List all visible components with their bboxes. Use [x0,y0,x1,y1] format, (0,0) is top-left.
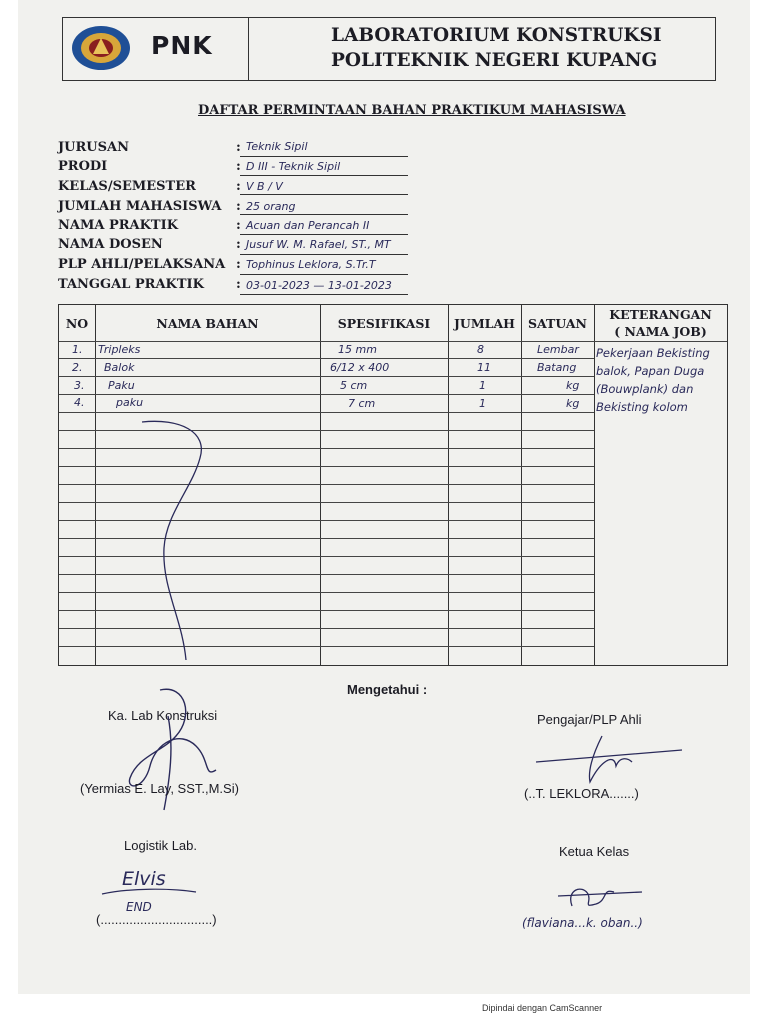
info-label-dosen: NAMA DOSEN [58,237,163,252]
col-header-keterangan: KETERANGAN [609,307,712,322]
row-satuan: Batang [537,361,577,374]
row-satuan: kg [566,379,580,392]
document-title: DAFTAR PERMINTAAN BAHAN PRAKTIKUM MAHASISWA [198,103,626,118]
info-label-kelas: KELAS/SEMESTER [58,179,196,194]
info-label-jurusan: JURUSAN [58,140,129,155]
lab-name: LABORATORIUM KONSTRUKSI [331,25,662,46]
logistik-name-line: (...............................) [96,912,217,927]
logistik-initials: END [126,900,152,914]
ketua-kelas-signature-icon [552,880,652,912]
logistik-signature: Elvis [122,868,166,890]
info-label-jumlah: JUMLAH MAHASISWA [58,199,222,214]
row-jumlah: 1 [479,397,486,410]
col-header-jumlah: JUMLAH [454,316,515,331]
col-header-spesifikasi: SPESIFIKASI [337,316,431,331]
row-spesifikasi: 6/12 x 400 [330,361,390,374]
letterhead [62,17,716,81]
info-value-tanggal: 03-01-2023 — 13-01-2023 [246,279,392,292]
info-label-tanggal: TANGGAL PRAKTIK [58,277,204,292]
scanner-footer: Dipindai dengan CamScanner [482,1003,603,1013]
ka-lab-name: (Yermias E. Lay, SST.,M.Si) [80,781,239,796]
info-value-kelas: V B / V [246,180,283,193]
logistik-title: Logistik Lab. [124,838,197,853]
row-satuan: Lembar [537,343,579,356]
row-no: 3. [74,379,85,392]
institution-name: POLITEKNIK NEGERI KUPANG [331,50,658,71]
pengajar-title: Pengajar/PLP Ahli [537,712,642,727]
info-value-jumlah: 25 orang [246,200,296,213]
row-no: 2. [72,361,83,374]
pengajar-signature-icon [532,732,692,784]
col-header-satuan: SATUAN [528,316,587,331]
row-jumlah: 11 [477,361,491,374]
info-value-plp: Tophinus Leklora, S.Tr.T [246,258,376,271]
ka-lab-title: Ka. Lab Konstruksi [108,708,218,723]
ketua-kelas-name: (flaviana...k. oban..) [522,916,643,930]
ketua-kelas-title: Ketua Kelas [559,844,630,859]
row-nama: Tripleks [98,343,141,356]
row-nama: Balok [104,361,135,374]
logo-text: PNK [151,31,213,60]
strike-line-icon [140,418,220,668]
info-label-plp: PLP AHLI/PELAKSANA [58,257,226,272]
row-no: 4. [74,396,85,409]
row-jumlah: 1 [479,379,486,392]
row-spesifikasi: 7 cm [348,397,376,410]
col-header-nama: NAMA BAHAN [156,316,259,331]
row-no: 1. [72,343,83,356]
institution-logo-icon [71,24,131,72]
col-header-nama-job: ( NAMA JOB) [614,324,707,339]
info-label-praktik: NAMA PRAKTIK [58,218,178,233]
row-nama: paku [116,396,144,409]
info-value-jurusan: Teknik Sipil [246,140,308,153]
pengajar-name: (..T. LEKLORA.......) [524,786,639,801]
row-spesifikasi: 15 mm [338,343,377,356]
info-value-dosen: Jusuf W. M. Rafael, ST., MT [246,238,391,251]
mengetahui-label: Mengetahui : [347,682,428,697]
row-spesifikasi: 5 cm [340,379,368,392]
info-label-prodi: PRODI [58,159,108,174]
row-nama: Paku [108,379,135,392]
info-value-prodi: D III - Teknik Sipil [246,160,341,173]
col-header-no: NO [65,316,89,331]
logistik-underline-icon [100,886,200,898]
info-value-praktik: Acuan dan Perancah II [246,219,370,232]
row-satuan: kg [566,397,580,410]
keterangan-text: Pekerjaan Bekisting balok, Papan Duga (Bouwplank) dan Bekisting kolom [596,346,710,414]
row-jumlah: 8 [477,343,484,356]
